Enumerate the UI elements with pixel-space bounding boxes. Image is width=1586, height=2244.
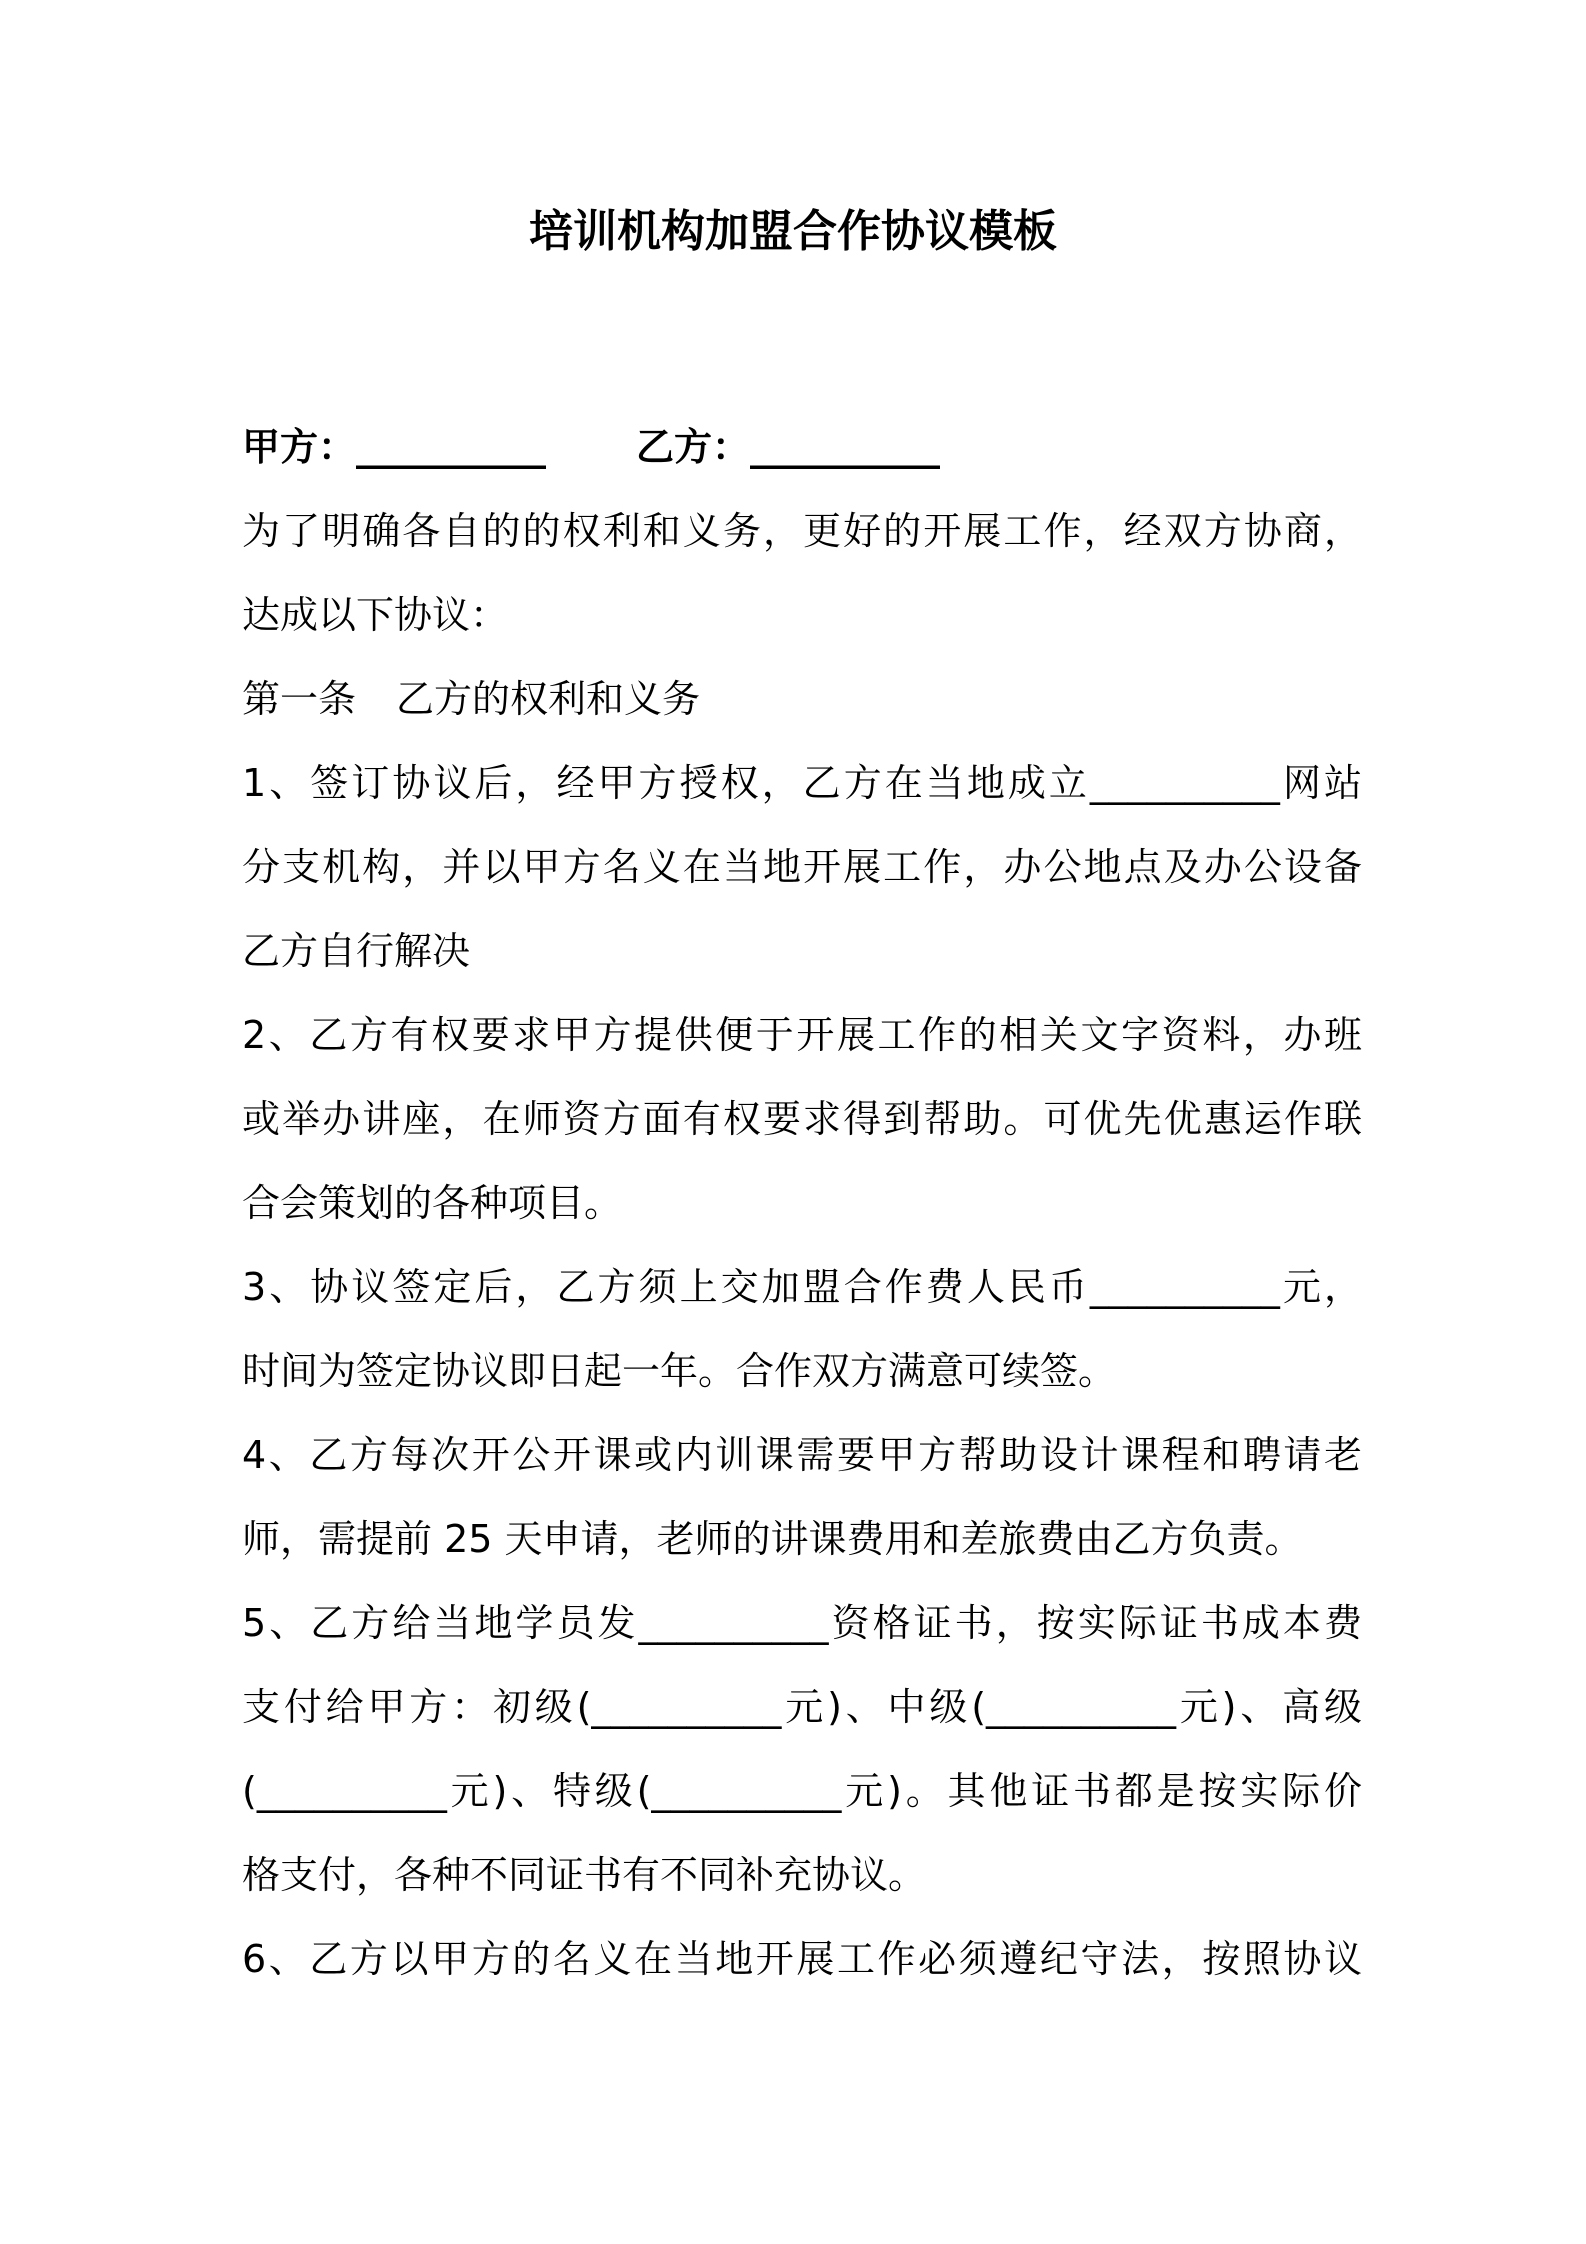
clause-1-line-1: 1、签订协议后，经甲方授权，乙方在当地成立__________网站	[242, 761, 1362, 805]
clause-5-line-2: 支付给甲方：初级(__________元)、中级(__________元)、高级	[242, 1685, 1362, 1729]
clause-3-line-1: 3、协议签定后，乙方须上交加盟合作费人民币__________元，	[242, 1265, 1362, 1309]
article-1-title: 乙方的权利和义务	[396, 677, 701, 721]
document-title: 培训机构加盟合作协议模板	[529, 206, 1057, 257]
party-b-blank: __________	[750, 425, 941, 469]
clause-1-line-3: 乙方自行解决	[242, 929, 471, 973]
clause-4-line-2: 师，需提前 25 天申请，老师的讲课费用和差旅费由乙方负责。	[242, 1517, 1303, 1561]
clause-2-line-3: 合会策划的各种项目。	[242, 1181, 623, 1225]
clause-1-line-2: 分支机构，并以甲方名义在当地开展工作，办公地点及办公设备	[242, 845, 1362, 889]
article-1-heading	[242, 657, 1362, 741]
clause-3-line-2: 时间为签定协议即日起一年。合作双方满意可续签。	[242, 1349, 1117, 1393]
clause-2-line-1: 2、乙方有权要求甲方提供便于开展工作的相关文字资料，办班	[242, 1013, 1362, 1057]
intro-line-2: 达成以下协议：	[242, 593, 509, 637]
intro-line-1: 为了明确各自的的权利和义务，更好的开展工作，经双方协商，	[242, 509, 1362, 553]
clause-5-line-3: (__________元)、特级(__________元)。其他证书都是按实际价	[242, 1769, 1362, 1813]
document-body	[242, 405, 1362, 2001]
party-b-label: 乙方：	[636, 425, 751, 469]
article-1-number: 第一条	[242, 677, 357, 721]
party-a-blank: __________	[356, 425, 547, 469]
clause-5-line-1: 5、乙方给当地学员发__________资格证书，按实际证书成本费	[242, 1601, 1362, 1645]
clause-2-line-2: 或举办讲座，在师资方面有权要求得到帮助。可优先优惠运作联	[242, 1097, 1362, 1141]
party-a-label: 甲方：	[242, 425, 357, 469]
parties-line	[242, 405, 1362, 489]
clause-6-line-1: 6、乙方以甲方的名义在当地开展工作必须遵纪守法，按照协议	[242, 1937, 1362, 1981]
clause-4-line-1: 4、乙方每次开公开课或内训课需要甲方帮助设计课程和聘请老	[242, 1433, 1362, 1477]
clause-5-line-4: 格支付，各种不同证书有不同补充协议。	[242, 1853, 927, 1897]
